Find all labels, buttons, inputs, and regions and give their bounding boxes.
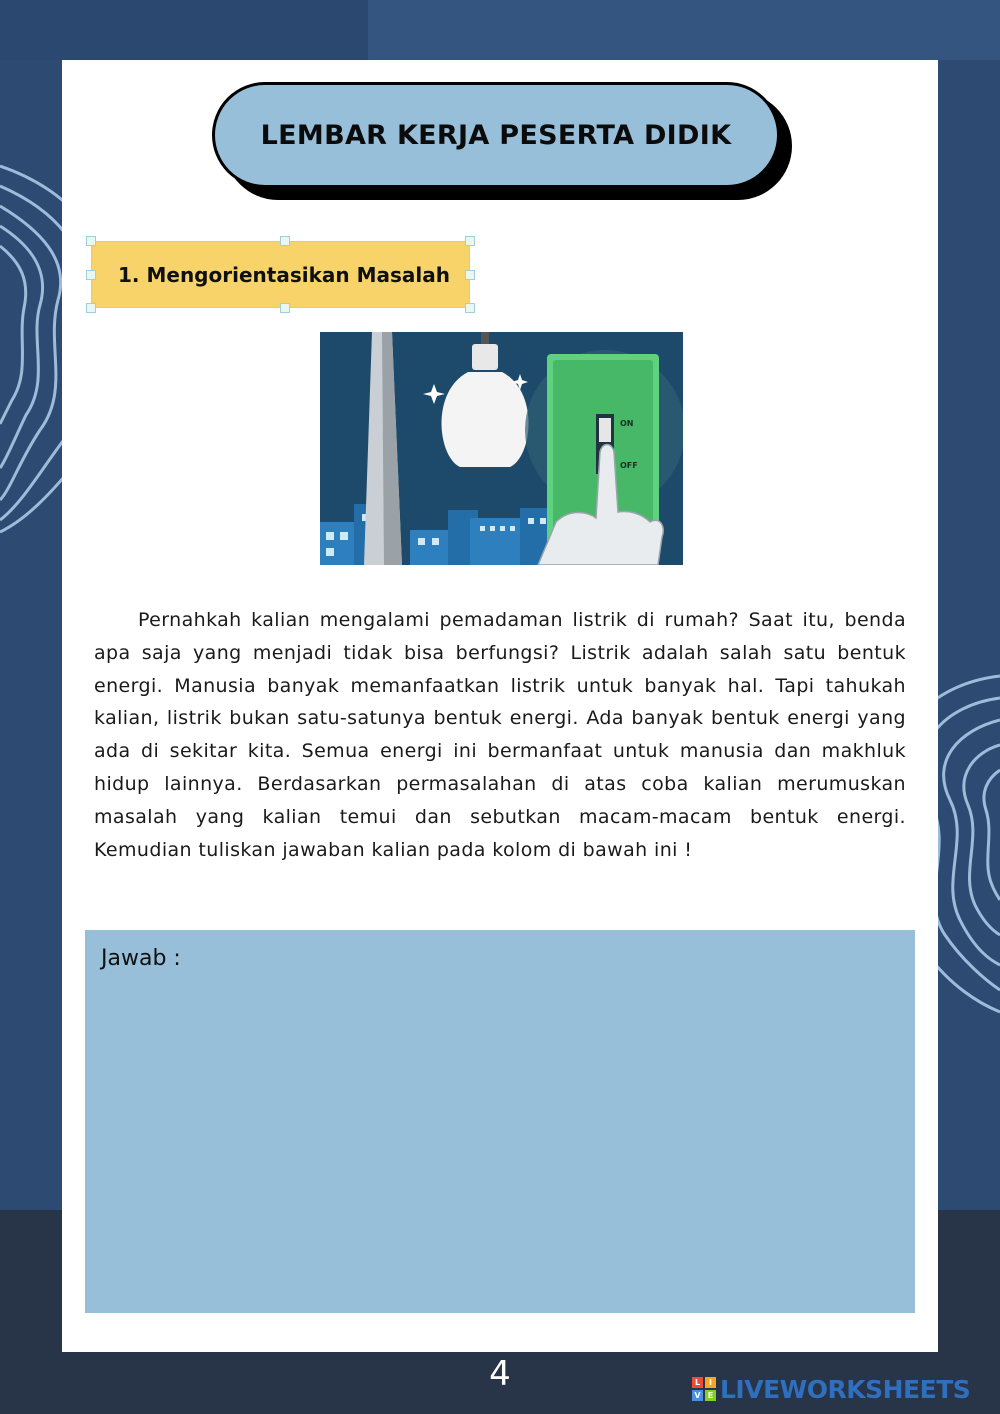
answer-box[interactable] — [85, 930, 915, 1313]
title-banner — [212, 82, 780, 188]
resize-handle-middle-left[interactable] — [86, 270, 96, 280]
page-title: LEMBAR KERJA PESERTA DIDIK — [260, 119, 732, 151]
resize-handle-bottom-middle[interactable] — [280, 303, 290, 313]
logo-letter-v: V — [692, 1390, 703, 1401]
resize-handle-middle-right[interactable] — [465, 270, 475, 280]
resize-handle-top-left[interactable] — [86, 236, 96, 246]
resize-handle-bottom-left[interactable] — [86, 303, 96, 313]
liveworksheets-brand[interactable] — [692, 1376, 970, 1402]
answer-label: Jawab : — [101, 946, 181, 971]
page-number: 4 — [489, 1354, 511, 1394]
logo-letter-i: I — [705, 1377, 716, 1388]
resize-handle-top-right[interactable] — [465, 236, 475, 246]
liveworksheets-logo-icon — [692, 1377, 716, 1401]
light-switch-illustration — [320, 332, 683, 565]
section-heading-box[interactable] — [91, 241, 470, 308]
problem-description-paragraph: Pernahkah kalian mengalami pemadaman listrik di rumah? Saat itu, benda apa saja yang menjadi tidak bisa berfungsi? Listrik adalah salah satu bentuk energi. Manusia banyak memanfaatkan listrik untuk banyak hal. Tapi tahukah kalian, listrik bukan satu-satunya bentuk energi. Ada banyak bentuk energi yang ada di sekitar kita. Semua energi ini bermanfaat untuk manusia dan makhluk hidup lainnya. Berdasarkan permasalahan di atas coba kalian merumuskan masalah yang kalian temui dan sebutkan macam-macam bentuk energi. Kemudian tuliskan jawaban kalian pada kolom di bawah ini ! — [94, 609, 906, 861]
liveworksheets-wordmark: LIVEWORKSHEETS — [720, 1374, 971, 1404]
resize-handle-bottom-right[interactable] — [465, 303, 475, 313]
resize-handle-top-middle[interactable] — [280, 236, 290, 246]
logo-letter-e: E — [705, 1390, 716, 1401]
section-heading: 1. Mengorientasikan Masalah — [118, 262, 450, 287]
switch-off-label: OFF — [620, 461, 638, 470]
logo-letter-l: L — [692, 1377, 703, 1388]
switch-on-label: ON — [620, 419, 634, 428]
